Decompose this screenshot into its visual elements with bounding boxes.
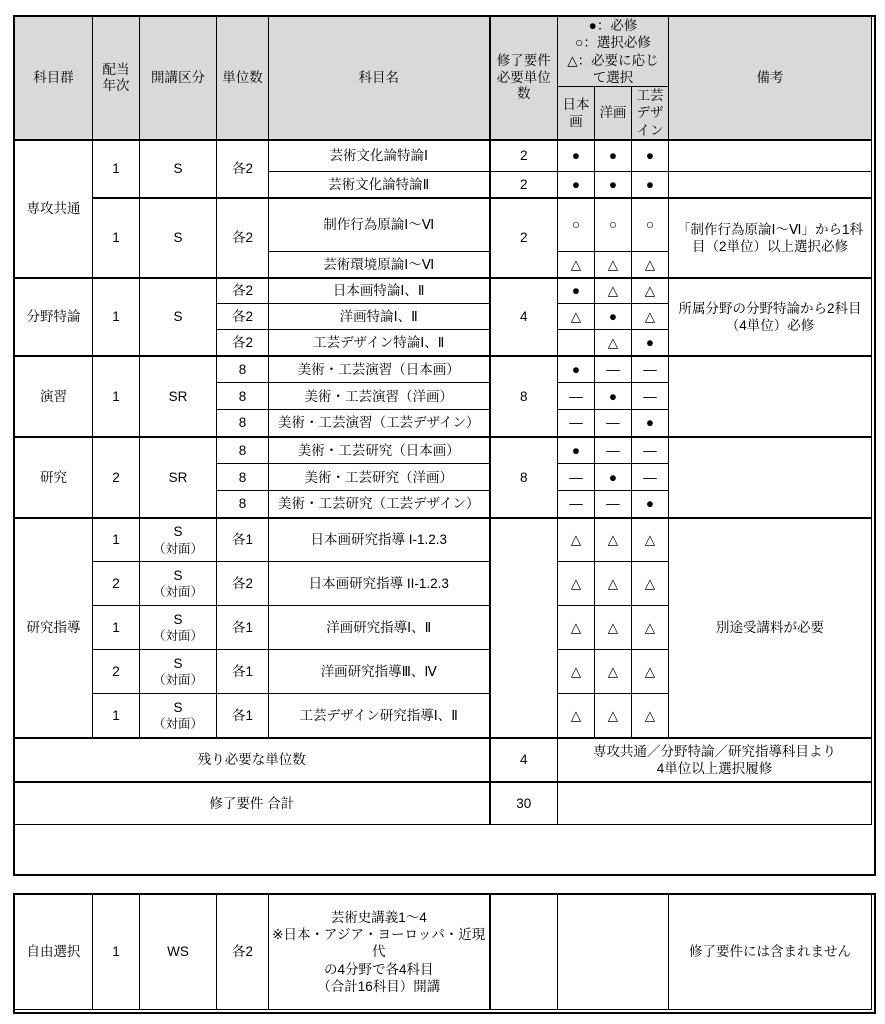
- table-head: [15, 17, 872, 140]
- cell-mark-kogei: △: [632, 304, 669, 330]
- cell-subject-name: 洋画特論Ⅰ、Ⅱ: [269, 304, 490, 330]
- cell-subject-name: 洋画研究指導Ⅰ、Ⅱ: [269, 606, 490, 650]
- cell-mark-nihonga: ●: [558, 278, 595, 304]
- cell-subject-name: 美術・工芸演習（日本画）: [269, 356, 490, 383]
- cell-year: 1: [93, 895, 140, 1010]
- cell-required-credits: 2: [490, 172, 558, 198]
- cell-mark-nihonga: —: [558, 464, 595, 491]
- cell-mark-yoga: —: [595, 437, 632, 464]
- summary-total-label: 修了要件 合計: [15, 782, 490, 825]
- cell-mark-nihonga: ●: [558, 437, 595, 464]
- cell-subject-name: 洋画研究指導Ⅲ、Ⅳ: [269, 650, 490, 694]
- header-term: 開講区分: [140, 17, 217, 140]
- cell-credits: 各1: [217, 518, 269, 562]
- cell-subject-name: 芸術文化論特論Ⅰ: [269, 140, 490, 172]
- legend-required: ●：必修: [588, 18, 638, 33]
- cell-term-main: S: [173, 612, 183, 628]
- header-credits: 単位数: [217, 17, 269, 140]
- cell-term: SR: [140, 356, 217, 437]
- cell-remark: 所属分野の分野特論から2科目（4単位）必修: [669, 278, 872, 356]
- cell-remark: [669, 437, 872, 518]
- cell-mark-yoga: ●: [595, 464, 632, 491]
- cell-group-name: 研究: [15, 437, 93, 518]
- cell-mark-kogei: —: [632, 383, 669, 410]
- legend-optional-cont: て選択: [592, 69, 634, 85]
- summary-total-remark: [558, 782, 872, 825]
- cell-credits: 8: [217, 437, 269, 464]
- cell-mark-kogei: —: [632, 356, 669, 383]
- table-row: [15, 895, 872, 1010]
- cell-term-main: S: [173, 524, 183, 540]
- cell-mark-kogei: ○: [632, 198, 669, 252]
- cell-subject-name: 工芸デザイン研究指導Ⅰ、Ⅱ: [269, 694, 490, 738]
- cell-term: [140, 518, 217, 562]
- cell-mark-yoga: ●: [595, 383, 632, 410]
- header-subject-group: 科目群: [15, 17, 93, 140]
- cell-credits: 各2: [217, 330, 269, 356]
- cell-required-credits: 4: [490, 278, 558, 356]
- cell-required-credits: 8: [490, 437, 558, 518]
- cell-mark-yoga: △: [595, 694, 632, 738]
- cell-mark-kogei: △: [632, 278, 669, 304]
- cell-term: S: [140, 278, 217, 356]
- cell-subject-name: 美術・工芸演習（洋画）: [269, 383, 490, 410]
- cell-group-name: 演習: [15, 356, 93, 437]
- cell-mark-kogei: ●: [632, 330, 669, 356]
- cell-mark-yoga: △: [595, 330, 632, 356]
- cell-mark-kogei: △: [632, 694, 669, 738]
- cell-mark-kogei: △: [632, 518, 669, 562]
- cell-subject-name: 美術・工芸研究（日本画）: [269, 437, 490, 464]
- cell-credits: 8: [217, 464, 269, 491]
- subject-line-1: 芸術史講義1～4: [330, 909, 427, 925]
- cell-year: 2: [93, 650, 140, 694]
- cell-mark-nihonga: ●: [558, 356, 595, 383]
- cell-term: SR: [140, 437, 217, 518]
- cell-term: S: [140, 140, 217, 198]
- cell-required-credits: 2: [490, 140, 558, 172]
- cell-subject-name: 芸術文化論特論Ⅱ: [269, 172, 490, 198]
- cell-subject-name: 芸術環境原論Ⅰ～Ⅵ: [269, 252, 490, 278]
- cell-year: 1: [93, 198, 140, 278]
- cell-remark: 「制作行為原論Ⅰ～Ⅵ」から1科目（2単位）以上選択必修: [669, 198, 872, 278]
- cell-mark-yoga: ●: [595, 140, 632, 172]
- cell-term: WS: [140, 895, 217, 1010]
- cell-mark-nihonga: —: [558, 491, 595, 518]
- sub-table-body: [15, 895, 872, 1010]
- cell-year: 1: [93, 356, 140, 437]
- cell-group-name: 自由選択: [15, 895, 93, 1010]
- cell-year: 1: [93, 518, 140, 562]
- cell-group-name: 分野特論: [15, 278, 93, 356]
- cell-mark-nihonga: ●: [558, 140, 595, 172]
- cell-mark-yoga: △: [595, 518, 632, 562]
- cell-field-marks: [558, 895, 669, 1010]
- cell-term-sub: （対面）: [152, 717, 203, 732]
- cell-credits: 各2: [217, 562, 269, 606]
- cell-remark: [669, 140, 872, 172]
- cell-mark-kogei: ●: [632, 491, 669, 518]
- cell-subject-name: 美術・工芸演習（工芸デザイン）: [269, 410, 490, 437]
- cell-term: S: [140, 198, 217, 278]
- table-row: [15, 518, 872, 562]
- cell-term-sub: （対面）: [152, 629, 203, 644]
- cell-term: [140, 562, 217, 606]
- summary-remaining-label: 残り必要な単位数: [15, 738, 490, 782]
- cell-mark-yoga: △: [595, 278, 632, 304]
- cell-mark-nihonga: [558, 330, 595, 356]
- cell-subject-name: [269, 895, 490, 1010]
- cell-year: 2: [93, 437, 140, 518]
- cell-mark-yoga: △: [595, 562, 632, 606]
- cell-mark-kogei: —: [632, 464, 669, 491]
- cell-remark: [669, 356, 872, 437]
- cell-year: 1: [93, 140, 140, 198]
- cell-subject-name: 日本画特論Ⅰ、Ⅱ: [269, 278, 490, 304]
- cell-mark-nihonga: △: [558, 252, 595, 278]
- cell-remark: [669, 172, 872, 198]
- cell-mark-yoga: ○: [595, 198, 632, 252]
- cell-term: [140, 650, 217, 694]
- cell-credits: 8: [217, 491, 269, 518]
- subject-line-4: （合計16科目）開講: [317, 978, 441, 994]
- cell-remark: 別途受講料が必要: [669, 518, 872, 738]
- header-required-credits: 修了要件 必要単位 数: [490, 17, 558, 140]
- legend-elective-required: ○：選択必修: [575, 35, 651, 51]
- cell-mark-kogei: △: [632, 252, 669, 278]
- cell-mark-nihonga: —: [558, 410, 595, 437]
- cell-mark-kogei: ●: [632, 410, 669, 437]
- cell-mark-nihonga: —: [558, 383, 595, 410]
- table-body: [15, 140, 872, 825]
- cell-subject-name: 日本画研究指導 II-1.2.3: [269, 562, 490, 606]
- cell-term-sub: （対面）: [152, 585, 203, 600]
- cell-credits: 各1: [217, 650, 269, 694]
- cell-mark-yoga: —: [595, 410, 632, 437]
- cell-mark-kogei: ●: [632, 172, 669, 198]
- cell-mark-kogei: △: [632, 562, 669, 606]
- cell-mark-yoga: △: [595, 650, 632, 694]
- subject-line-2: ※日本・アジア・ヨーロッパ・近現代: [272, 927, 486, 960]
- cell-credits: 8: [217, 383, 269, 410]
- cell-term-main: S: [173, 656, 183, 672]
- summary-remaining-remark-line2: 4単位以上選択履修: [656, 760, 773, 776]
- cell-credits: 各2: [217, 304, 269, 330]
- cell-required-credits: 8: [490, 356, 558, 437]
- cell-mark-nihonga: ●: [558, 172, 595, 198]
- summary-row-total: [15, 782, 872, 825]
- cell-credits: 各1: [217, 606, 269, 650]
- cell-mark-yoga: —: [595, 356, 632, 383]
- cell-mark-nihonga: ○: [558, 198, 595, 252]
- cell-year: 1: [93, 606, 140, 650]
- header-mark-legend: [558, 17, 669, 87]
- cell-year: 1: [93, 278, 140, 356]
- cell-subject-name: 工芸デザイン特論Ⅰ、Ⅱ: [269, 330, 490, 356]
- legend-optional: △：必要に応じ: [567, 52, 659, 68]
- cell-credits: 各2: [217, 140, 269, 198]
- header-subject-name: 科目名: [269, 17, 490, 140]
- free-elective-table: [14, 894, 872, 1010]
- cell-required-credits: 2: [490, 198, 558, 278]
- cell-mark-yoga: —: [595, 491, 632, 518]
- cell-mark-kogei: —: [632, 437, 669, 464]
- cell-mark-nihonga: △: [558, 650, 595, 694]
- cell-term-sub: （対面）: [152, 673, 203, 688]
- cell-year: 1: [93, 694, 140, 738]
- cell-subject-name: 制作行為原論Ⅰ～Ⅵ: [269, 198, 490, 252]
- graduation-requirements-table: [14, 16, 872, 825]
- header-year: 配当 年次: [93, 17, 140, 140]
- summary-remaining-remark-line1: 専攻共通／分野特論／研究指導科目より: [593, 743, 836, 759]
- summary-remaining-remark: [558, 738, 872, 782]
- cell-mark-kogei: △: [632, 650, 669, 694]
- cell-required-credits: [490, 895, 558, 1010]
- summary-remaining-value: 4: [490, 738, 558, 782]
- header-field-yoga: 洋画: [595, 87, 632, 140]
- cell-subject-name: 美術・工芸研究（洋画）: [269, 464, 490, 491]
- cell-term-sub: （対面）: [152, 541, 203, 556]
- table-row: [15, 437, 872, 464]
- cell-group-name: 研究指導: [15, 518, 93, 738]
- cell-mark-yoga: △: [595, 606, 632, 650]
- cell-mark-nihonga: △: [558, 694, 595, 738]
- header-remarks: 備考: [669, 17, 872, 140]
- cell-term-main: S: [173, 568, 183, 584]
- cell-mark-nihonga: △: [558, 518, 595, 562]
- cell-term: [140, 694, 217, 738]
- cell-year: 2: [93, 562, 140, 606]
- cell-term: [140, 606, 217, 650]
- cell-mark-yoga: ●: [595, 172, 632, 198]
- cell-credits: 8: [217, 410, 269, 437]
- cell-group-name: 専攻共通: [15, 140, 93, 278]
- cell-required-credits: [490, 518, 558, 738]
- header-row-main: [15, 17, 872, 87]
- cell-mark-kogei: △: [632, 606, 669, 650]
- cell-mark-nihonga: △: [558, 562, 595, 606]
- cell-mark-yoga: ●: [595, 304, 632, 330]
- cell-mark-nihonga: △: [558, 304, 595, 330]
- subject-line-3: の4分野で各4科目: [323, 961, 434, 977]
- cell-mark-kogei: ●: [632, 140, 669, 172]
- cell-subject-name: 日本画研究指導 I-1.2.3: [269, 518, 490, 562]
- header-field-nihonga: 日本画: [558, 87, 595, 140]
- table-row: [15, 278, 872, 304]
- table-row: [15, 140, 872, 172]
- table-row: [15, 356, 872, 383]
- cell-credits: 8: [217, 356, 269, 383]
- summary-total-value: 30: [490, 782, 558, 825]
- cell-remark: 修了要件には含まれません: [669, 895, 872, 1010]
- cell-mark-nihonga: △: [558, 606, 595, 650]
- cell-credits: 各2: [217, 278, 269, 304]
- cell-subject-name: 美術・工芸研究（工芸デザイン）: [269, 491, 490, 518]
- header-field-kogei: 工芸デザイン: [632, 87, 669, 140]
- cell-term-main: S: [173, 699, 183, 715]
- table-row: [15, 198, 872, 252]
- summary-row-remaining: [15, 738, 872, 782]
- cell-credits: 各2: [217, 198, 269, 278]
- cell-credits: 各2: [217, 895, 269, 1010]
- cell-mark-yoga: △: [595, 252, 632, 278]
- cell-credits: 各1: [217, 694, 269, 738]
